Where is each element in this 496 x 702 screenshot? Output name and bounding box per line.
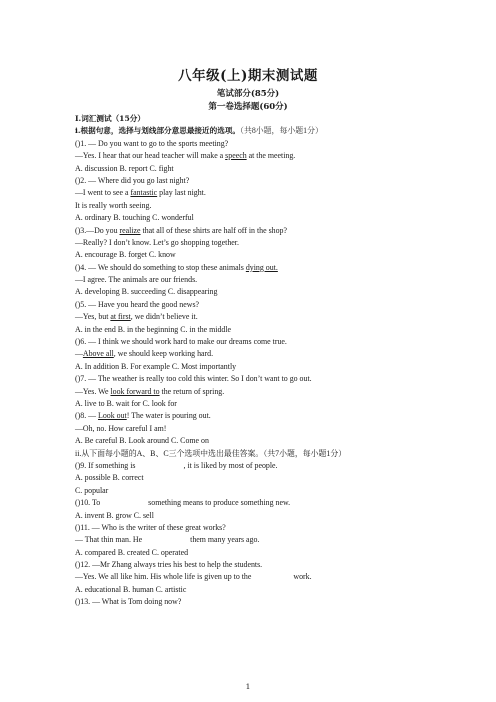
instruction: i.根据句意，选择与划线部分意思最接近的选项。（共8小题，每小题1分） (75, 126, 323, 136)
answer-5: —Yes, but at first, we didn’t believe it. (75, 312, 198, 322)
question-4: ()4. — We should do something to stop these animals dying out. (75, 262, 278, 272)
answer-4: —I agree. The animals are our friends. (75, 275, 198, 285)
question-12: ()12. —Mr Zhang always tries his best to help the students. (75, 560, 263, 570)
options-12: A. educational B. human C. artistic (75, 584, 187, 594)
answer-12: —Yes. We all like him. His whole life is given up to the work. (75, 572, 312, 582)
subtitle-part1: 第一卷选择题(60分) (208, 102, 288, 112)
question-5: ()5. — Have you heard the good news? (75, 299, 200, 309)
options-1: A. discussion B. report C. fight (75, 163, 174, 173)
exam-body (75, 113, 475, 609)
question-3: ()3.—Do you realize that all of these shirts are half off in the shop? (75, 225, 287, 235)
section-heading: I.词汇测试（15分） (75, 114, 145, 123)
answer-7: —Yes. We look forward to the return of spring. (75, 386, 225, 396)
question-10: ()10. To something means to produce something new. (75, 498, 291, 508)
question-1: ()1. — Do you want to go to the sports meeting? (75, 138, 229, 148)
options-9a: A. possible B. correct (75, 473, 144, 483)
options-4: A. developing B. succeeding C. disappearing (75, 287, 218, 297)
options-7: A. live to B. wait for C. look for (75, 398, 177, 408)
subtitle-written: 笔试部分(85分) (216, 89, 280, 99)
question-2: ()2. — Where did you go last night? (75, 175, 190, 185)
exam-title: 八年级(上)期末测试题 (178, 68, 318, 84)
page-number: 1 (245, 682, 251, 691)
answer-2: —I went to see a fantastic play last night. (75, 188, 206, 198)
answer-2b: It is really worth seeing. (75, 200, 152, 210)
question-13: ()13. — What is Tom doing now? (75, 597, 182, 607)
question-9: ()9. If something is , it is liked by most of people. (75, 460, 278, 470)
question-8: ()8. — Look out! The water is pouring out. (75, 411, 211, 421)
question-7: ()7. — The weather is really too cold this winter. So I don’t want to go out. (75, 374, 312, 384)
options-11: A. compared B. created C. operated (75, 547, 189, 557)
options-5: A. in the end B. in the beginning C. in the middle (75, 324, 232, 334)
options-10: A. invent B. grow C. sell (75, 510, 154, 520)
answer-11: — That thin man. He them many years ago. (75, 535, 260, 545)
answer-3: —Really? I don’t know. Let’s go shopping together. (75, 237, 239, 247)
options-6: A. In addition B. For example C. Most importantly (75, 361, 237, 371)
options-9b: C. popular (75, 485, 109, 495)
options-3: A. encourage B. forget C. know (75, 250, 176, 260)
answer-6: —Above all, we should keep working hard. (75, 349, 214, 359)
answer-1: —Yes. I hear that our head teacher will make a speech at the meeting. (75, 151, 296, 161)
question-6: ()6. — I think we should work hard to make our dreams come true. (75, 337, 287, 347)
answer-8: —Oh, no. How careful I am! (75, 423, 167, 433)
options-8: A. Be careful B. Look around C. Come on (75, 436, 209, 446)
question-11: ()11. — Who is the writer of these great works? (75, 522, 226, 532)
options-2: A. ordinary B. touching C. wonderful (75, 213, 194, 223)
instruction-ii: ii.从下面每小题的A、B、C三个选项中选出最佳答案。（共7小题，每小题1分） (75, 448, 347, 458)
